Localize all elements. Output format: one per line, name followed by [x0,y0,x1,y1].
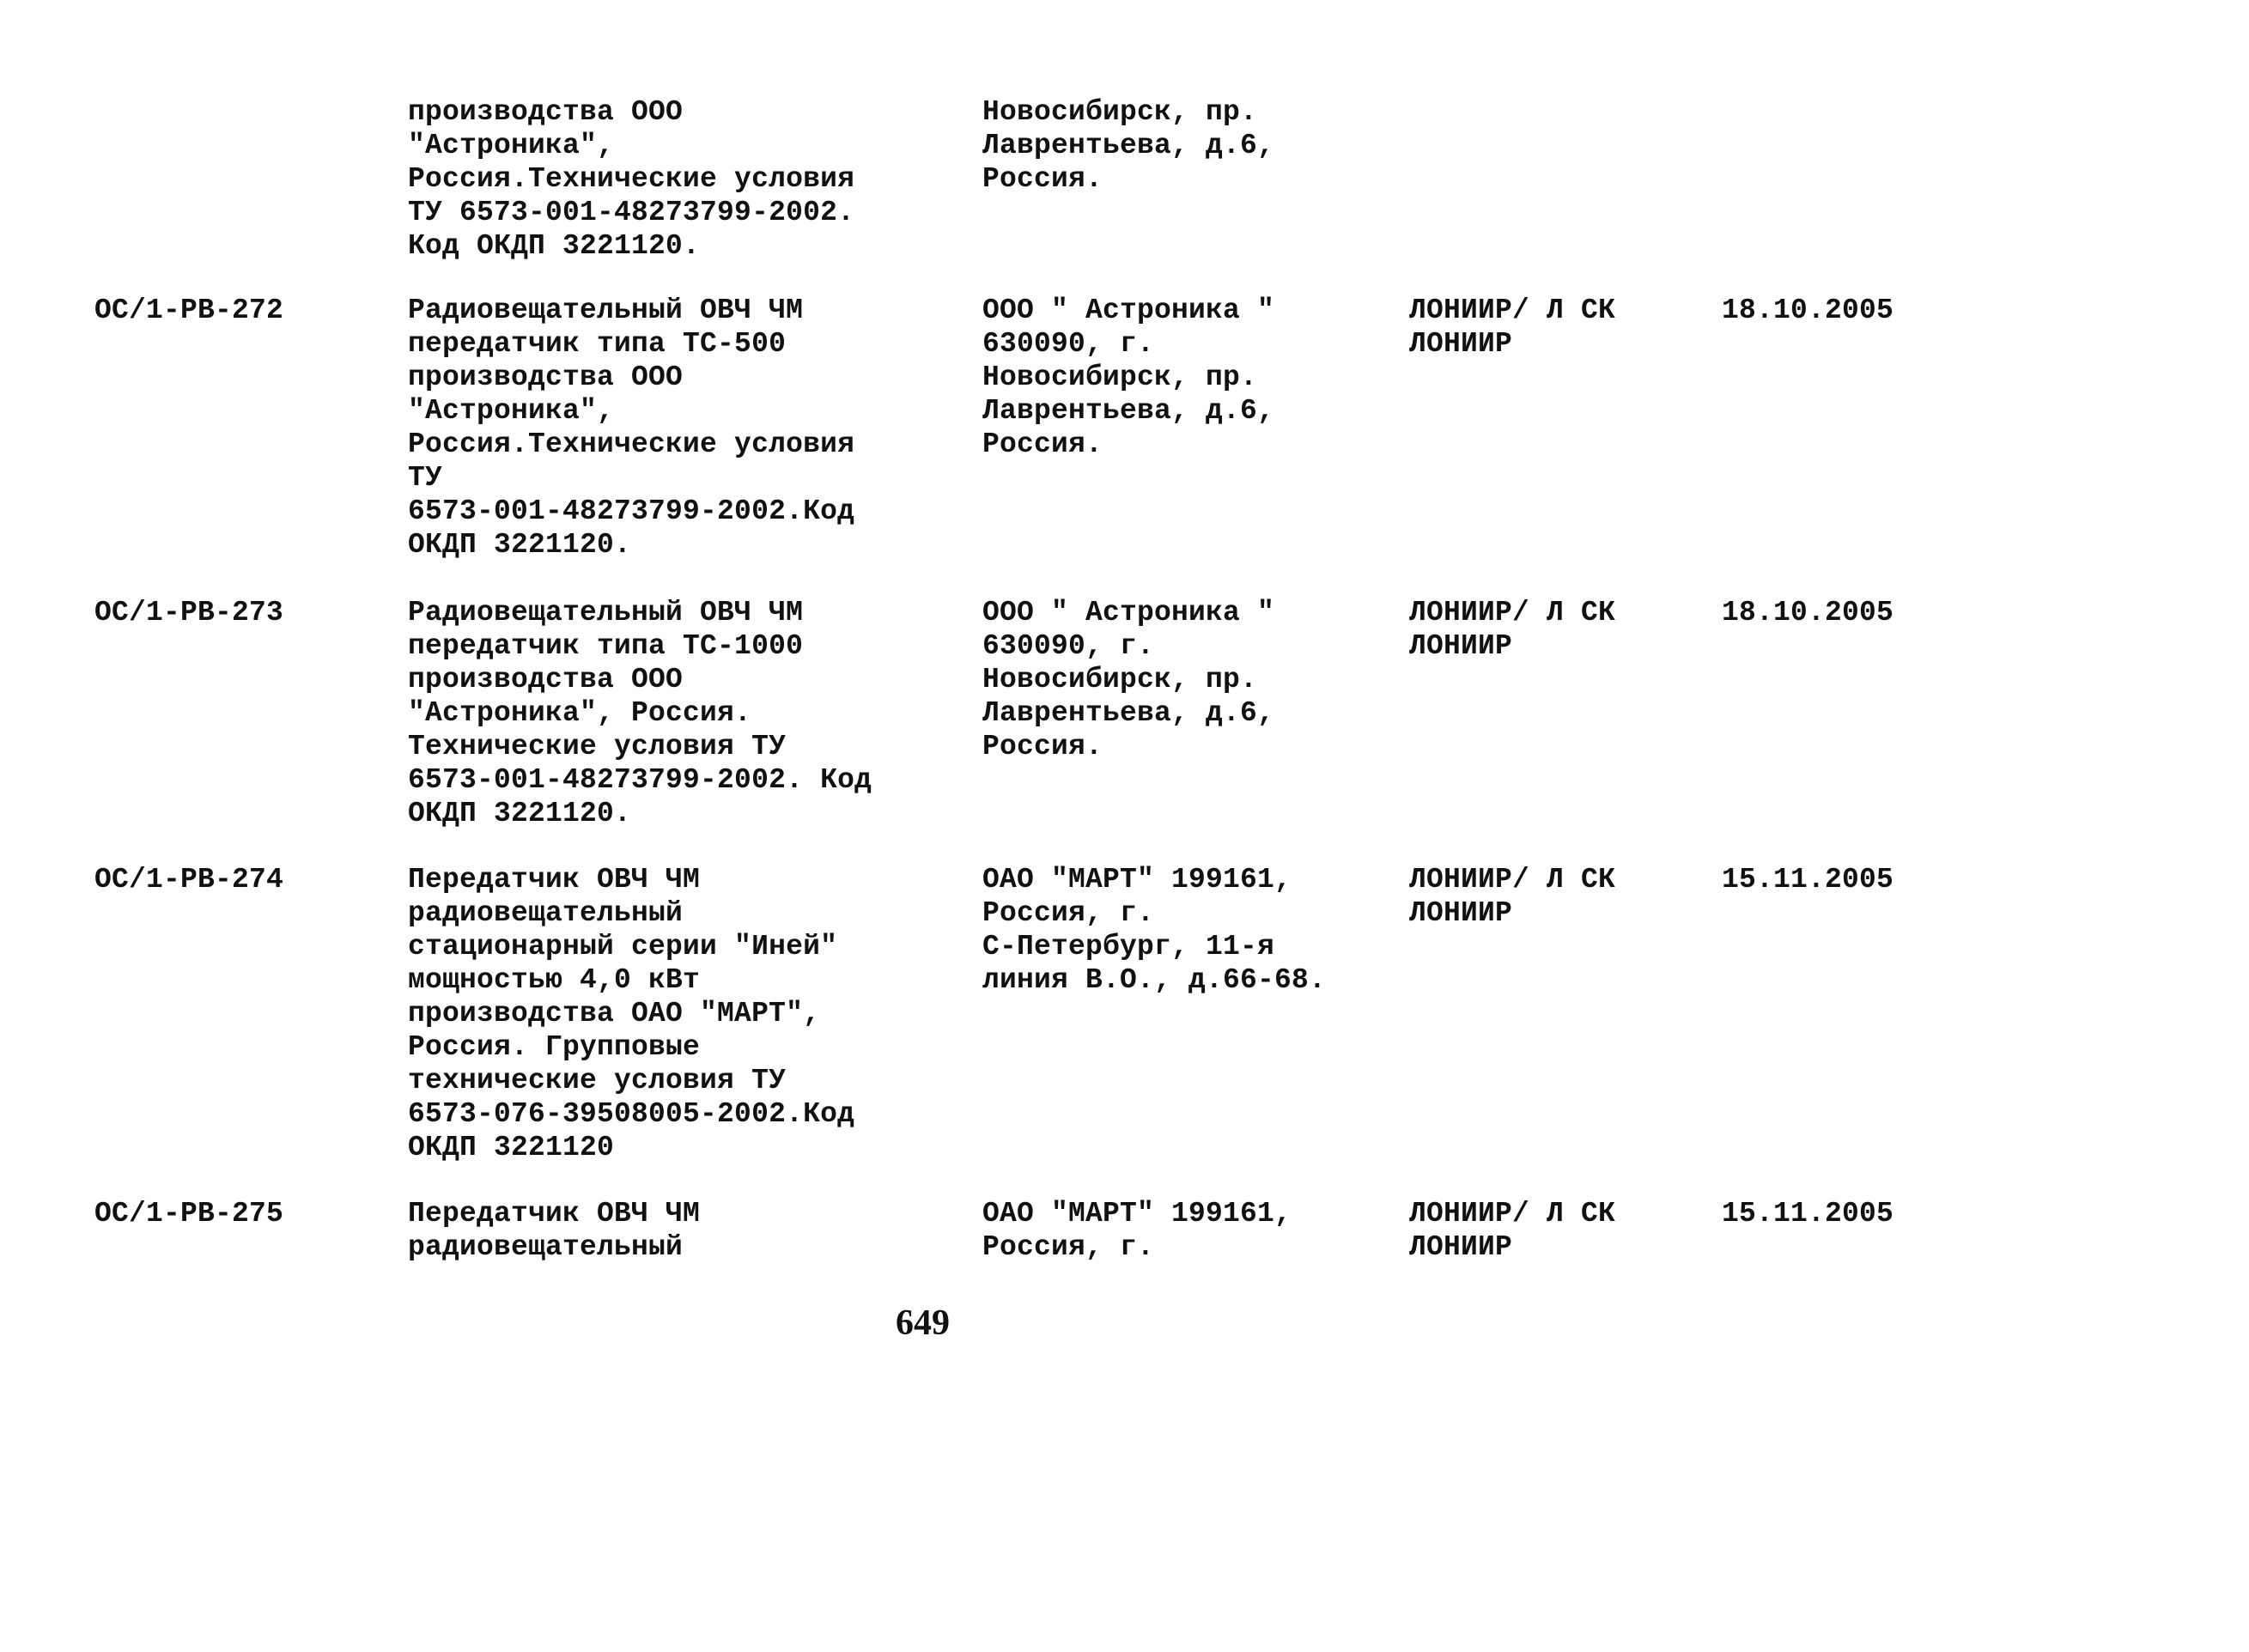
product-description [408,95,854,263]
description-line: "Астроника", [408,130,615,161]
address-line: Новосибирск, пр. [982,664,1258,695]
issue-date-text: 15.11.2005 [1722,864,1894,896]
address-line: Новосибирск, пр. [982,96,1258,128]
description-line: 6573-001-48273799-2002. Код [408,764,872,796]
certification-body [1409,1197,1615,1264]
lab-line: ЛОНИИР [1409,630,1513,662]
description-line: ОКДП 3221120. [408,529,632,561]
description-line: радиовещательный [408,897,684,929]
description-line: 6573-001-48273799-2002.Код [408,495,855,527]
description-line: производства ОАО "МАРТ", [408,998,821,1029]
certificate-number-text: ОС/1-РВ-275 [94,1198,284,1230]
address-line: Лаврентьева, д.6, [982,697,1275,729]
manufacturer-address [982,294,1274,461]
manufacturer-address [982,1197,1292,1264]
issue-date-text: 15.11.2005 [1722,1198,1894,1230]
product-description [408,863,854,1164]
address-line: ООО " Астроника " [982,295,1275,326]
description-line: Радиовещательный ОВЧ ЧМ [408,597,804,629]
lab-line: ЛОНИИР [1409,328,1513,360]
certificate-number-text: ОС/1-РВ-272 [94,295,284,326]
address-line: 630090, г. [982,630,1155,662]
issue-date [1722,294,1893,327]
certificate-number [94,596,283,629]
issue-date-text: 18.10.2005 [1722,295,1894,326]
issue-date-text: 18.10.2005 [1722,597,1894,629]
description-line: ОКДП 3221120. [408,798,632,829]
description-line: "Астроника", [408,395,615,427]
address-line: Лаврентьева, д.6, [982,395,1275,427]
description-line: Код ОКДП 3221120. [408,230,701,262]
lab-line: ЛОНИИР [1409,1231,1513,1263]
address-line: Лаврентьева, д.6, [982,130,1275,161]
description-line: 6573-076-39508005-2002.Код [408,1098,855,1130]
description-line: ТУ 6573-001-48273799-2002. [408,197,855,228]
description-line: радиовещательный [408,1231,684,1263]
manufacturer-address [982,596,1274,763]
description-line: Передатчик ОВЧ ЧМ [408,1198,701,1230]
address-line: 630090, г. [982,328,1155,360]
address-line: ООО " Астроника " [982,597,1275,629]
address-line: Россия, г. [982,897,1155,929]
address-line: ОАО "МАРТ" 199161, [982,864,1292,896]
certification-body [1409,294,1615,361]
address-line: Россия. [982,731,1103,762]
description-line: передатчик типа ТС-1000 [408,630,804,662]
description-line: передатчик типа ТС-500 [408,328,787,360]
lab-line: ЛОНИИР/ Л СК [1409,864,1616,896]
certification-body [1409,596,1615,663]
description-line: Передатчик ОВЧ ЧМ [408,864,701,896]
manufacturer-address [982,95,1274,196]
address-line: ОАО "МАРТ" 199161, [982,1198,1292,1230]
description-line: Россия.Технические условия [408,163,855,195]
description-line: производства ООО [408,96,684,128]
issue-date [1722,863,1893,896]
certification-body [1409,863,1615,930]
issue-date [1722,1197,1893,1230]
description-line: производства ООО [408,361,684,393]
certificate-number-text: ОС/1-РВ-273 [94,597,284,629]
description-line: стационарный серии "Иней" [408,931,838,963]
address-line: Россия. [982,163,1103,195]
certificate-number [94,294,283,327]
description-line: ТУ [408,462,443,494]
certificate-number-text: ОС/1-РВ-274 [94,864,284,896]
product-description [408,596,872,830]
description-line: ОКДП 3221120 [408,1132,615,1163]
issue-date [1722,596,1893,629]
description-line: мощностью 4,0 кВт [408,964,701,996]
certificate-number [94,863,283,896]
address-line: Россия. [982,428,1103,460]
manufacturer-address [982,863,1326,997]
address-line: Новосибирск, пр. [982,361,1258,393]
description-line: Россия. Групповые [408,1031,701,1063]
lab-line: ЛОНИИР/ Л СК [1409,295,1616,326]
address-line: Россия, г. [982,1231,1155,1263]
address-line: С-Петербург, 11-я [982,931,1275,963]
description-line: Россия.Технические условия [408,428,855,460]
product-description [408,1197,700,1264]
address-line: линия В.О., д.66-68. [982,964,1327,996]
page-number: 649 [896,1303,950,1343]
description-line: "Астроника", Россия. [408,697,752,729]
lab-line: ЛОНИИР/ Л СК [1409,1198,1616,1230]
lab-line: ЛОНИИР [1409,897,1513,929]
description-line: технические условия ТУ [408,1065,787,1096]
lab-line: ЛОНИИР/ Л СК [1409,597,1616,629]
product-description [408,294,854,562]
certificate-number [94,1197,283,1230]
description-line: Технические условия ТУ [408,731,787,762]
description-line: производства ООО [408,664,684,695]
description-line: Радиовещательный ОВЧ ЧМ [408,295,804,326]
